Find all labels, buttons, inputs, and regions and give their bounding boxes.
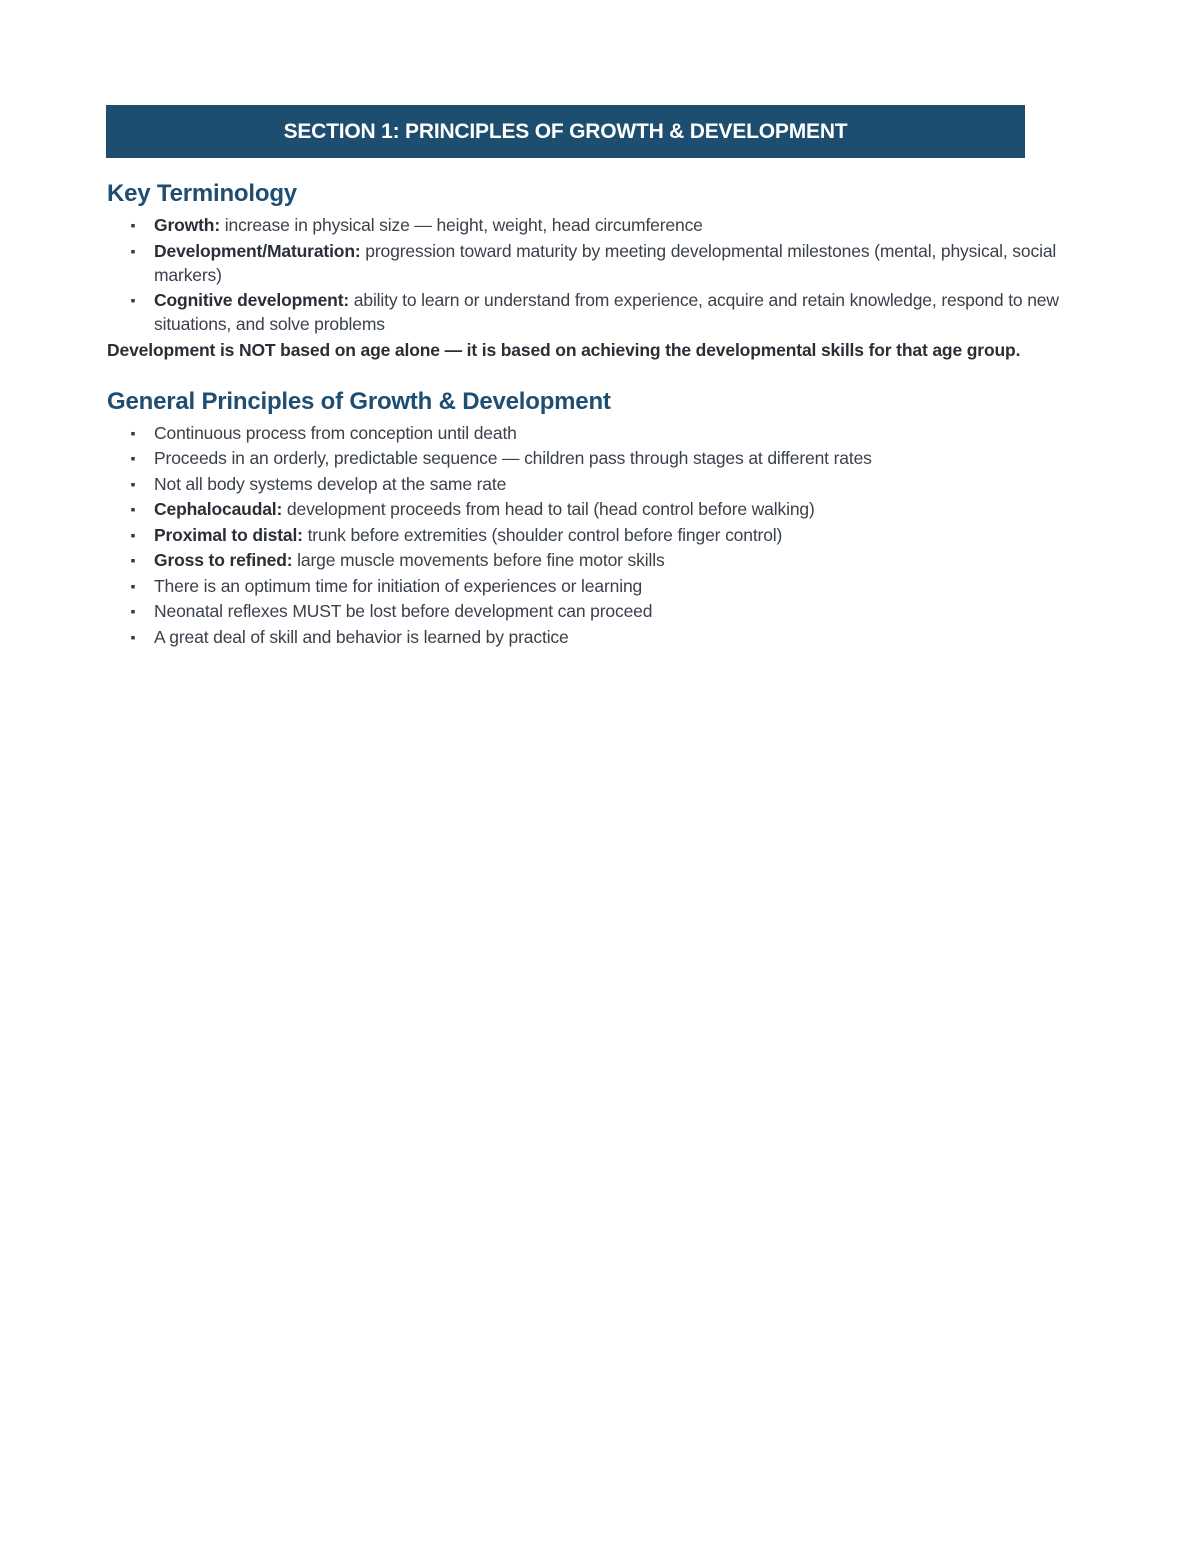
list-item	[107, 574, 1097, 598]
list-item	[107, 548, 1097, 572]
general-principles-list	[107, 421, 1097, 649]
term-definition: increase in physical size — height, weight, head circumference	[220, 215, 703, 235]
bullet-icon: ▪	[130, 552, 136, 568]
section-banner	[106, 105, 1025, 158]
bullet-icon: ▪	[130, 450, 136, 466]
principle-text: Neonatal reflexes MUST be lost before development can proceed	[154, 601, 653, 621]
term-label: Cognitive development:	[154, 290, 350, 310]
list-item	[107, 625, 1097, 649]
principle-text: development proceeds from head to tail (head control before walking)	[282, 499, 815, 519]
key-terminology-list	[107, 213, 1097, 336]
bullet-icon: ▪	[130, 424, 136, 441]
term-label: Proximal to distal:	[154, 524, 303, 545]
list-item	[107, 446, 1097, 470]
principle-text: There is an optimum time for initiation of experiences or learning	[154, 575, 643, 596]
list-item	[107, 523, 1097, 547]
general-principles-heading: General Principles of Growth & Development	[107, 387, 611, 415]
section-title: SECTION 1: PRINCIPLES OF GROWTH & DEVELOPMENT	[283, 119, 848, 143]
list-item	[107, 288, 1097, 336]
principle-text: Continuous process from conception until death	[154, 422, 517, 443]
bullet-icon: ▪	[130, 526, 136, 543]
list-item	[107, 239, 1097, 287]
principle-text: trunk before extremities (shoulder control before finger control)	[302, 524, 783, 545]
bullet-icon: ▪	[130, 217, 136, 233]
list-item	[107, 497, 1097, 521]
term-label: Development/Maturation:	[154, 240, 361, 261]
principle-text: large muscle movements before fine motor skills	[292, 550, 665, 570]
development-note: Development is NOT based on age alone — it is based on achieving the developmental skills for that age group.	[107, 339, 1021, 360]
bullet-icon: ▪	[130, 603, 136, 619]
principle-text: A great deal of skill and behavior is learned by practice	[154, 626, 569, 647]
term-label: Cephalocaudal:	[154, 499, 283, 519]
bullet-icon: ▪	[130, 242, 136, 259]
list-item	[107, 213, 1097, 237]
key-terminology-heading: Key Terminology	[107, 180, 297, 207]
term-definition: progression toward maturity by meeting developmental milestones (mental, physical, social markers)	[154, 240, 1057, 285]
list-item	[107, 599, 1097, 623]
bullet-icon: ▪	[130, 501, 136, 517]
principle-text: Not all body systems develop at the same rate	[154, 473, 507, 494]
principle-text: Proceeds in an orderly, predictable sequence — children pass through stages at different rates	[154, 448, 872, 468]
term-definition: ability to learn or understand from experience, acquire and retain knowledge, respond to new situations, and solve problems	[154, 290, 1059, 334]
list-item	[107, 421, 1097, 445]
bullet-icon: ▪	[130, 475, 136, 492]
bullet-icon: ▪	[130, 577, 136, 594]
list-item	[107, 472, 1097, 496]
bullet-icon: ▪	[130, 628, 136, 645]
term-label: Gross to refined:	[154, 550, 293, 570]
bullet-icon: ▪	[130, 292, 136, 308]
term-label: Growth:	[154, 215, 221, 235]
document-body	[107, 178, 1097, 650]
